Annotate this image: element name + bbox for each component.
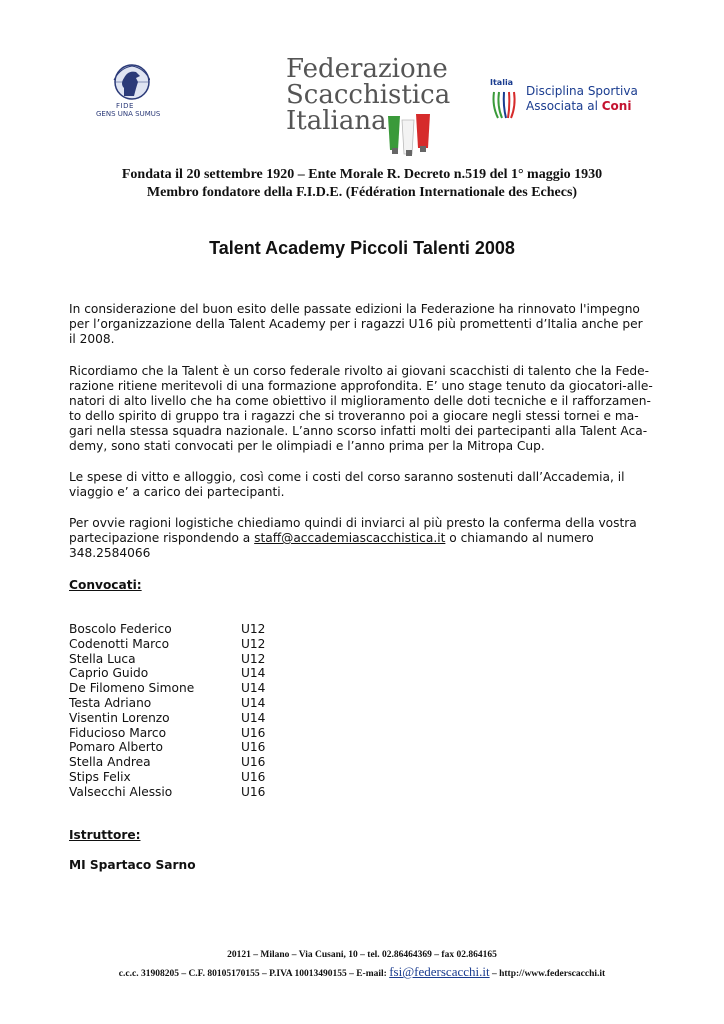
fide-motto: GENS UNA SUMUS [96,110,161,118]
paragraph-line: viaggio e’ a carico dei partecipanti. [69,485,285,499]
player-name: Valsecchi Alessio [69,784,173,799]
player-name: Visentin Lorenzo [69,710,170,725]
player-category: U14 [241,666,266,681]
fsi-email-link[interactable]: fsi@federscacchi.it [389,964,490,979]
fsi-logo-line3: Italiana [286,106,387,136]
paragraph-line: In considerazione del buon esito delle passate edizioni la Federazione ha rinnovato l'impegno [69,302,640,316]
player-category: U16 [241,740,266,755]
fsi-logo-line2: Scacchistica [286,80,451,110]
paragraph-line: gari nella stessa squadra nazionale. L’anno scorso infatti molti dei partecipanti alla Talent Aca- [69,424,648,438]
paragraph-line: natori di alto livello che ha come obiettivo il miglioramento delle doti tecniche e il rafforzamen- [69,394,651,408]
foundation-line2: Membro fondatore della F.I.D.E. (Fédération Internationale des Echecs) [146,185,578,200]
coni-line2: Associata al Coni [526,99,632,113]
fide-label: FIDE [116,102,134,110]
coni-rings-icon [490,88,522,120]
fide-logo [96,62,180,124]
staff-email-link[interactable]: staff@accademiascacchistica.it [254,531,446,545]
player-category: U16 [241,769,266,784]
paragraph-1 [69,302,656,347]
coni-line1: Disciplina Sportiva [526,84,638,98]
paragraph-line: demy, sono stati convocati per le olimpiadi e l’anno prima per la Mitropa Cup. [69,439,545,453]
list-item [69,681,309,696]
list-item [69,637,309,652]
player-name: Boscolo Federico [69,622,172,636]
player-name: Stella Luca [69,651,136,666]
list-item [69,711,309,726]
player-category: U12 [241,651,266,666]
foundation-line1: Fondata il 20 settembre 1920 – Ente Morale R. Decreto n.519 del 1° maggio 1930 [121,167,603,182]
player-category: U16 [241,725,266,740]
player-category: U16 [241,755,266,770]
footer-address: 20121 – Milano – Via Cusani, 10 – tel. 02.86464369 – fax 02.864165 [227,950,497,960]
document-title: Talent Academy Piccoli Talenti 2008 [209,238,515,258]
player-category: U14 [241,681,266,696]
coni-logo [490,78,640,118]
list-item [69,740,309,755]
player-name: Pomaro Alberto [69,740,163,755]
chess-knight-globe-icon [110,62,150,106]
list-item [69,770,309,785]
player-category: U16 [241,784,266,799]
paragraph-line: razione ritiene meritevoli di una formazione approfondita. E’ uno stage tenuto da giocatori-alle- [69,379,653,393]
list-item [69,666,309,681]
player-name: Caprio Guido [69,666,149,681]
footer-legal: c.c.c. 31908205 – C.F. 80105170155 – P.IVA 10013490155 – E-mail: fsi@federscacchi.it – http://www.federscacchi.it [118,964,606,979]
paragraph-line: partecipazione rispondendo a staff@accademiascacchistica.it o chiamando al numero [69,531,594,545]
convocati-heading: Convocati: [69,578,142,592]
paragraph-line: to dello spirito di gruppo tra i ragazzi che si troveranno poi a giocare negli stessi tornei e ma- [69,409,639,423]
list-item [69,622,309,637]
phone-number: 348.2584066 [69,546,151,560]
player-category: U12 [241,636,266,651]
paragraph-2 [69,364,656,454]
list-item [69,755,309,770]
player-name: Stips Felix [69,769,131,784]
player-name: Stella Andrea [69,755,151,770]
paragraph-line: Per ovvie ragioni logistiche chiediamo quindi di inviarci al più presto la conferma della vostra [69,516,637,530]
list-item [69,785,309,800]
paragraph-line: il 2008. [69,332,115,346]
italian-flag-pawns-icon [386,112,434,156]
coni-italia-label: Italia [490,78,514,87]
istruttore-heading: Istruttore: [69,828,141,842]
convocati-list [69,622,309,800]
list-item [69,726,309,741]
player-category: U14 [241,710,266,725]
fsi-logo-line1: Federazione [286,54,448,84]
player-name: Codenotti Marco [69,636,170,651]
player-category: U14 [241,695,266,710]
player-category: U12 [241,622,266,636]
player-name: Fiducioso Marco [69,725,167,740]
foundation-info [0,166,724,202]
paragraph-3 [69,470,656,500]
list-item [69,652,309,667]
paragraph-line: Le spese di vitto e alloggio, così come i costi del corso saranno sostenuti dall’Accademia, il [69,470,625,484]
paragraph-line: per l’organizzazione della Talent Academy per i ragazzi U16 più promettenti d’Italia anche per [69,317,643,331]
paragraph-line: Ricordiamo che la Talent è un corso federale rivolto ai giovani scacchisti di talento che la Fede- [69,364,649,378]
instructor-name: MI Spartaco Sarno [69,858,196,872]
paragraph-4 [69,516,656,561]
list-item [69,696,309,711]
player-name: De Filomeno Simone [69,681,195,696]
player-name: Testa Adriano [69,695,152,710]
